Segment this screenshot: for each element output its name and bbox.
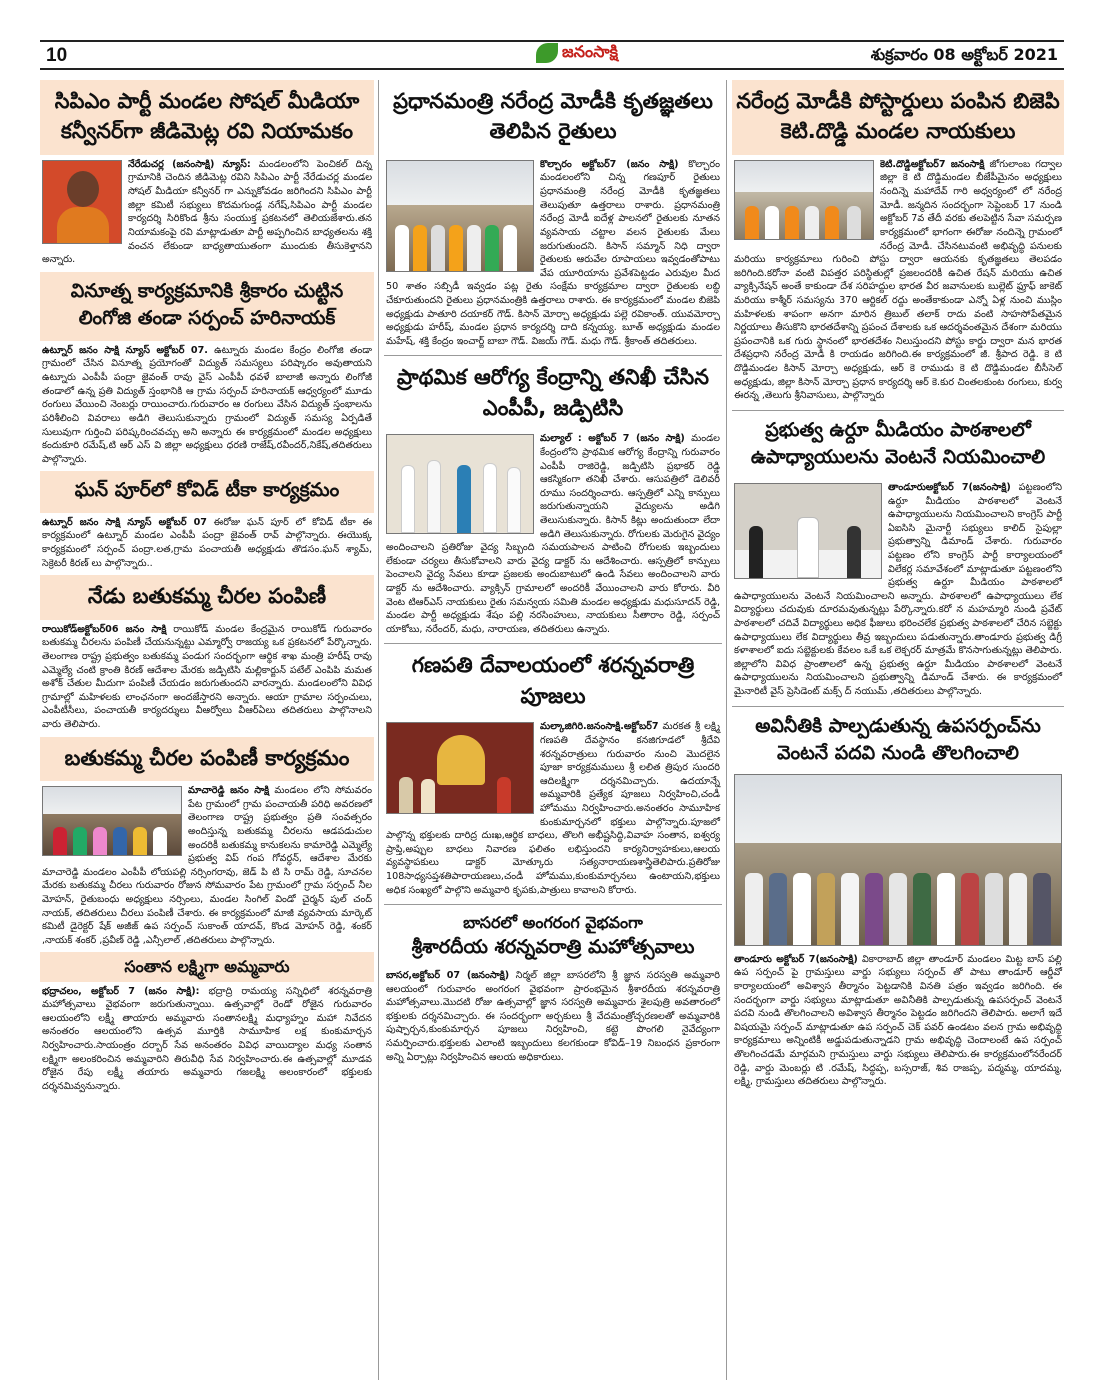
masthead (40, 40, 1064, 70)
dateline: భద్రాచలం, అక్టోబర్ 7 (జనం సాక్షి): (42, 985, 200, 997)
headline: బతుకమ్మ చీరల పంపిణీ కార్యక్రమం (64, 745, 350, 770)
column-2 (384, 80, 722, 1067)
headline: నరేంద్ర మోడీకి పోస్టార్డులు పంపిన బిజెపి కెటి.దొడ్డి మండల నాయకులు (736, 89, 1060, 144)
headline: ప్రధానమంత్రి నరేంద్ర మోడీకి కృతజ్ఞతలు తెలిపిన రైతులు (393, 89, 713, 144)
article-body: కొల్చారం మండలంలోని చిన్న గణపూర్ రైతులు ప్రధానమంత్రి నరేంద్ర మోడీకి కృతజ్ఞతలు తెలుపుతూ ఉత్తరాలు రాశారు. ప్రధానమంత్రి నరేంద్ర మోడీ ఐదేళ్ల పాలనలో రైతులకు నూతన వ్యవసాయ చట్టాల వలన రైతులకు మేలు జరుగుతుందని. కిసాన్ సమ్మాన్ నిధి ద్వారా రైతులకు ఆరువేల రూపాయలు ఇవ్వడంతోపాటు వేప యూరియాను ప్రవేశపెట్టడం ఎరువుల మీద 50 శాతం సబ్సిడీ ఇవ్వడం పట్ల రైతు సంక్షేమ కార్యక్రమాల ద్వారా రైతులకు లబ్ధి చేకూరుతుందని రైతులు ప్రధానమంత్రికి ఉత్తరాలు రాశారు. ఈ కార్యక్రమంలో మండల బిజెపి అధ్యక్షుడు పాతూరి దయాకర్ గౌడ్. కిసాన్ మోర్చా అధ్యక్షుడు పల్లె రవికాంత్. యువమోర్చా అధ్యక్షుడు హరీష్, మండల ప్రధాన కార్యదర్శి దాది కన్నయ్య. బూత్ అధ్యక్షుడు మండల మహేష్, శక్తి కేంద్రం ఇంచార్జ్ బాబా గౌడ్. విజయ్ గౌడ్. మధు గౌడ్. శ్రీకాంత్ తదితరులు. (386, 158, 720, 347)
headline: బాసరలో అంగరంగ వైభవంగా (463, 913, 643, 933)
article-body: ఈరోజు ఘన్ పూర్ లో కోవిడ్ టీకా ఈ కార్యక్రమంలో ఉట్నూర్ మండల ఎంపీపీ పంద్రా జైవంత్ రావ్ పాల్గొన్నారు. ఈయొక్క కార్యక్రమంలో సర్పంచ్ పంద్రా.లత,గ్రామ పంచాయతీ అధ్యక్షుడు తొడసం.ఘన్ శ్యామ్, సెక్రెటరీ కిరణ్ లు పాల్గొన్నారు.. (42, 516, 372, 569)
article-body: మండల కేంద్రంలోని ప్రాథమిక ఆరోగ్య కేంద్రాన్ని గురువారం ఎంపీపీ రాజిరెడ్డి, జడ్పిటిసి ప్రభాకర్ రెడ్డి ఆకస్మికంగా తనిఖీ చేశారు. ఆసుపత్రిలో డెలివరీ రూము సందర్శించారు. ఆస్పత్రిలో ఎన్ని కాన్పులు జరుగుతున్నాయని వైద్యులను అడిగి తెలుసుకున్నారు. కిసాన్ కిట్లు అందుతుందా లేదా అడిగి తెలుసుకున్నారు. రోగులకు మెరుగైన వైద్యం అందించాలని ప్రతిరోజు వైద్య సిబ్బంది సమయపాలన పాటించి రోగులకు ఇబ్బందులు లేకుండా చర్యలు తీసుకోవాలని వారు వైద్య డాక్టర్ ను ఆదేశించారు. ఆస్పత్రిలో కాన్పులు పెంచాలని వైద్య సేవలు కూడా ప్రజలకు అందుబాటులో ఉండి సేవలు అందించాలని వారు డాక్టర్ ను ఆదేశించారు. వ్యాక్సిన్ గ్రామాలలో అందరికీ వేయించాలని వారు కోరారు. వీరి వెంట టిఆర్ఎస్ నాయకులు రైతు సమన్వయ సమితి మండల అధ్యక్షుడు మధుసూదన్ రెడ్డి, మండల పార్టీ అధ్యక్షుడు శేషం పల్లి నరసింహులు, నాయకులు సీతారాం రెడ్డి, సర్పంచ్ యాకోబు, నరేందర్, మధు, నారాయణ, తదితరులు ఉన్నారు. (386, 433, 720, 635)
article-body: పట్టణంలోని ఉర్దూ మీడియం పాఠశాలలో వెంటనే ఉపాధ్యాయులను నియమించాలని కాంగ్రెస్ పార్టీ ఏఐసిసి మైనార్టీ సభ్యులు కాలిద్ సైపుల్లా ప్రభుత్వాన్ని డిమాండ్ చేశారు. గురువారం పట్టణం లోని కాంగ్రెస్ పార్టీ కార్యాలయంలో విలేకర్ల సమావేశంలో మాట్లాడుతూ పట్టణంలోని ప్రభుత్వ ఉర్దూ మీడియం పాఠశాలలో ఉపాధ్యాయులను వెంటనే నియమించాలని అన్నారు. పాఠశాలలో ఉపాధ్యాయులు లేక విద్యార్థులు చదువుకు దూరమవుతున్నట్లు పేర్కొన్నారు.కరో న మహమ్మారి నుండి ప్రవేట్ పాఠశాలలో చదివే విద్యార్థులు అధిక ఫీజులు భరించలేక ప్రభుత్వ పాఠశాలలో చేరిన సబ్జెక్టు ఉపాధ్యాయులు లేక విద్యార్థులు తీవ్ర ఇబ్బందులు పడుతున్నారు.తాండూరు ప్రభుత్వ డిగ్రీ కళాశాలలో ఐదు సబ్జెక్టులకు కేవలం ఒకే ఒక లెక్చరర్ మాత్రమే కొనసాగుతున్నట్లు తెలిపారు. జిల్లాలోని వివిధ ప్రాంతాలలో ఉన్న ప్రభుత్వ ఉర్దూ మీడియం పాఠశాలలో వెంటనే ఉపాధ్యాయులను నియమించాలని ప్రభుత్వాన్ని డిమాండ్ చేశారు. ఈ కార్యక్రమంలో మైనారిటీ వైస్ ప్రెసిడెంట్ మక్స్ ద్ నయుమ్ ,తదితరులు పాల్గొన్నారు. (734, 481, 1062, 698)
headline: నేడు బతుకమ్మ చీరల పంపిణీ (87, 584, 327, 609)
logo-text: జనంసాక్షి (562, 41, 618, 61)
article-body: నిర్మల్ జిల్లా బాసరలోని శ్రీ జ్ఞాన సరస్వతి అమ్మవారి ఆలయంలో గురువారం అంగరంగ వైభవంగా ప్రారంభమైన శ్రీశారదీయ శరన్నవరాత్రి మహోత్సవాలు.మొదటి రోజు ఉత్సవాల్లో జ్ఞాన సరస్వతి అమ్మవారు శైలపుత్రి అవతారంలో భక్తులకు దర్శనమిచ్చారు. ఈ సందర్భంగా అర్చకులు శ్రీ వేదమంత్రోచ్చరణలతో అమ్మవారికి పుష్పార్చన,కుంకుమార్చన పూజలు నిర్వహించి, కట్టె పొంగలి నైవేద్యంగా సమర్పించారు.భక్తులకు ఎలాంటి ఇబ్బందులు కలగకుండా కోవిడ్–19 నిబంధన ప్రకారంగా అన్ని ఏర్పాట్లు నిర్వహించిన ఆలయ అధికారులు. (386, 969, 720, 1063)
dateline: నేరేడుచర్ల (జనంసాక్షి) న్యూస్: (128, 158, 251, 170)
headline: గణపతి దేవాలయంలో శరన్నవరాత్రి పూజలు (411, 653, 695, 708)
headline: వినూత్న కార్యక్రమానికి శ్రీకారం చుట్టిన లింగోజి తండా సర్పంచ్ హరినాయక్ (70, 279, 344, 330)
column-1 (40, 80, 374, 1096)
news-photo (734, 483, 882, 579)
dateline: కొల్చారం అక్టోబర్7 (జనం సాక్షి) (540, 158, 679, 170)
headline-secondary: శ్రీశారదీయ శరన్నవరాత్రి మహోత్సవాలు (411, 936, 695, 959)
article-body: మండలంలోని పెంచికల్ దిన్న గ్రామానికి చెందిన జీడిమెట్ల రవిని సిపిఎం పార్టీ నేరేడుచర్ల మండల సోషల్ మీడియా కన్వీనర్ గా ఎన్నుకోవడం జరిగిందని సిపిఎం పార్టీ జిల్లా కమిటీ సభ్యులు కొదమగుండ్ల నగేష్,సిపిఎం పార్టీ మండల కార్యదర్శి సిరికొండ శ్రీను సంయుక్త ప్రకటనలో తెలియజేశారు.తన నియామకంపై రవి మాట్లాడుతూ పార్టీ అప్పగించిన బాధ్యతలను శక్తి వంచన లేకుండా బాధ్యతాయుతంగా ముందుకు తీసుకెళ్తానని అన్నారు. (42, 158, 372, 266)
portrait-photo (42, 160, 122, 244)
headline: సిపిఎం పార్టీ మండల సోషల్ మీడియా కన్వీనర్‌గా జీడిమెట్ల రవి నియామకం (54, 89, 360, 144)
article-basara-navaratri (384, 909, 722, 1067)
dateline: బాసర,అక్టోబర్ 07 (జనంసాక్షి) (386, 969, 510, 981)
article-ganapathi-temple (384, 648, 722, 900)
news-photo (386, 722, 534, 814)
article-phc-inspection (384, 360, 722, 639)
headline: ప్రాథమిక ఆరోగ్య కేంద్రాన్ని తనిఖీ చేసిన ఎంపీపీ, జడ్పిటిసి (397, 365, 709, 420)
dateline: కెటి.దొడ్డిఅక్టోబర్7 జనంసాక్షి (880, 158, 985, 170)
article-lingoji-thanda (40, 272, 374, 470)
page-number: 10 (46, 45, 68, 66)
article-cpm-social-media (40, 80, 374, 270)
article-santhana-lakshmi (40, 952, 374, 1096)
dateline: ఉట్నూర్ జనం సాక్షి న్యూస్ అక్టోబర్ 07. (42, 344, 208, 356)
dateline: మల్కాజిగిరి.జనంసాక్షి.అక్టోబర్7 (540, 721, 659, 733)
article-bathukamma-raikode (40, 575, 374, 734)
newspaper-logo (502, 36, 652, 70)
column-divider (726, 80, 727, 1380)
leaf-icon (536, 43, 558, 63)
article-bjp-postcards (732, 80, 1064, 406)
article-covid-vaccine (40, 471, 374, 573)
dateline: తాండూరుఅక్టోబర్ 7(జనంసాక్షి) (888, 481, 1011, 493)
news-photo (386, 160, 534, 272)
article-body: రాయికోడ్ మండల కేంద్రమైన రాయికోడ్ గురువారం బతుకమ్మ చీరలను పంపిణీ చేయనున్నట్టు ఎమ్మార్వో రాజయ్య ఒక ప్రకటనలో పేర్కొన్నారు. తెలంగాణ రాష్ట్ర ప్రభుత్వం బతుకమ్మ పండుగ సందర్భంగా ఆర్థిక శాఖ మంత్రి హరీష్ రావు ఎమ్మెల్యే చంటి క్రాంతి కిరణ్ ఆదేశాల మేరకు జడ్పిటిసి మల్లికార్జున్ పటేల్ ఎంపిపి మమత అశోక్ చేతుల మీదుగా పంపిణీ చేయడం జరుగుతుందని వారన్నారు. మండలంలోని వివిధ గ్రామాల్లో మహిళలకు లాంఛనంగా అందజేస్తారని అన్నారు. ఆయా గ్రామాల సర్పంచులు, ఎంపీటీసీలు, పంచాయతీ కార్యదర్శులు వీఆర్వోలు వీఆర్ఏలు తదితరులు పాల్గొనాలని వారు తెలిపారు. (42, 623, 372, 731)
article-bathukamma-machareddy (40, 737, 374, 951)
article-body: మండలం లోని సోమవరం పేట గ్రామంలో గ్రామ పంచాయతీ పరిధి అవరణలో తెలంగాణ రాష్ట్ర ప్రభుత్వం ప్రతి సంవత్సరం అందిస్తున్న బతుకమ్మ చీరలను ఆడపడుచుల అందరికీ బతుకమ్మ కానుకలను కామారెడ్డి ఎమ్మెల్యే ప్రభుత్వ విప్ గంప గోవర్ధన్, ఆదేశాల మేరకు మాచారెడ్డి మండలం ఎంపీపీ లోయపల్లి నర్సింగరావు, జెడ్ పి టి సి రామ్ రెడ్డి, సూచనల మేరకు బతుకమ్మ చీరలు గురువారం రోజున సోమవారం పేట గ్రామంలో గ్రామ సర్పంచ్ నీల మోహన్, రైతుబంధు అధ్యక్షులు నర్సింలు, మండల సింగిల్ విండో చైర్మన్ పుల్ చంద్ నాయక్, తదితరులు చీరలు పంపిణీ చేశారు. ఈ కార్యక్రమంలో మాజీ వ్యవసాయ మార్కెట్ కమిటీ డైరెక్టర్ షేక్ అజీజ్ ఉప సర్పంచ్ సుకాంత్ యాదవ్, కొండ మోహన్ రెడ్డి, శంకర్ ,నాయక్ శంకర్ ,ప్రవీణ్ రెడ్డి ,ఎన్సీలాల్ ,తదితరులు పాల్గొన్నారు. (42, 785, 372, 946)
headline: అవినీతికి పాల్పడుతున్న ఉపసర్పంచ్‌ను వెంటనే పదవి నుండి తొలగించాలి (755, 714, 1041, 765)
dateline: ఉట్నూర్ జనం సాక్షి న్యూస్ అక్టోబర్ 07 (42, 516, 207, 528)
news-photo (42, 786, 182, 856)
news-photo (386, 434, 534, 534)
dateline: మల్యాల్ : అక్టోబర్ 7 (జనం సాక్షి) (540, 433, 685, 445)
column-3 (732, 80, 1064, 1092)
news-photo (734, 160, 874, 240)
article-body: మరకత శ్రీ లక్ష్మి గణపతి దేవస్థానం కనజిగూడలో శ్రీదేవి శరన్నవరాత్రులు గురువారం నుంచి మొదలైన పూజా కార్యక్రమములు శ్రీ లలిత త్రిపుర సుందరి ఆదిలక్ష్మిగా దర్శనమిచ్చారు. ఉదయాన్నే అమ్మవారికి ప్రత్యేక పూజలు నిర్వహించి,చండీ హోమము నిర్వహించారు.అనంతరం సామూహిక కుంకుమార్చనలో భక్తులు పాల్గొన్నారు.పూజలో పాల్గొన్న భక్తులకు దారిద్ర దుఃఖ,ఆర్థిక బాధలు, తొలగి అభీష్టసిద్ధి,వివాహ సంతాన, ఐశ్వర్య ప్రాప్తి,అప్పుల బాధలు నివారణ ఫలితం లభిస్తుందని కార్యనిర్వాహకులు,ఆలయ వ్యవస్థాపకులు డాక్టర్ మోత్కూరు సత్యనారాయణశాస్త్రితెలిపారు.ప్రతిరోజు 108సాధ్యసప్తశతిపారాయణలు,చండీ హోమము,కుంకుమార్చనలు ఉంటాయని,భక్తులు అధిక సంఖ్యలో పాల్గొని అమ్మవారి కృపకు,పాత్రులు కావాలని కోరారు. (386, 721, 720, 896)
headline: ప్రభుత్వ ఉర్దూ మీడియం పాఠశాలలో ఉపాధ్యాయులను వెంటనే నియమించాలి (750, 418, 1046, 469)
dateline: తాండూరు అక్టోబర్ 7(జనంసాక్షి) (734, 953, 858, 965)
article-urdu-medium-teachers (732, 415, 1064, 702)
news-photo (734, 774, 1062, 946)
headline: సంతాన లక్ష్మిగా అమ్మవారు (124, 957, 290, 977)
article-farmers-thank-modi (384, 80, 722, 351)
article-deputy-sarpanch (732, 711, 1064, 1092)
headline: ఘన్ పూర్‌లో కోవిడ్ టీకా కార్యక్రమం (74, 479, 340, 502)
article-body: భద్రాద్రి రామయ్య సన్నిధిలో శరన్నవరాత్రి మహోత్సవాలు వైభవంగా జరుగుతున్నాయి. ఉత్సవాల్లో రెండో రోజైన గురువారం ఆలయంలోని లక్ష్మీ తాయారు అమ్మవారు సంతానలక్ష్మి మధ్యాహ్నం మహా నివేదన అనంతరం ఆలయంలోని ఉత్సవ మూర్తికి సామూహిక లక్ష కుంకుమార్చన నిర్వహించారు.సాయంత్రం దర్బార్ సేవ అనంతరం వివిధ వాయిద్యాల మధ్య సంతాన లక్ష్మిగా అలంకరించిన అమ్మవారిని తిరువీధి సేవ నిర్వహించారు.ఈ ఉత్సవాల్లో మూడవ రోజైన రేపు లక్ష్మీ తయారు అమ్మవారు గజలక్ష్మి అలంకారంలో భక్తులకు దర్శనమివ్వనున్నారు. (42, 985, 372, 1092)
article-body: జోగులాంబ గద్వాల జిల్లా కె టి దొడ్డిమండల బీజేపీమైనం అధ్యక్షులు నందిన్నె మహాదేవ్ గారి అధ్వర్యంలో లో నరేంద్ర మోడీ. జన్మదిన సందర్భంగా సెప్టెంబర్ 17 నుండి అక్టోబర్ 7వ తేదీ వరకు తలపెట్టిన సేవా సమర్పణ కార్యక్రమంలో భాగంగా ఈరోజు నందిన్నె గ్రామంలో నరేంద్ర మోడీ. చేసినటువంటి అభివృద్ధి పనులకు మరియు కార్యక్రమాలు గురించి పోస్టు ద్వారా ఆయనకు కృతజ్ఞతలు తెలపడం జరిగింది.కరోనా వంటి విపత్తర పరిస్థితుల్లో ప్రజలందరికీ ఉచిత రేషన్ మరియు ఉచిత వ్యాక్సినేషన్ అంతే కాకుండా దేశ సరిహద్దుల భారత వీర జవానులకు బుల్లెట్ ఫ్రూఫ్ జాకెట్ మరియు కాశ్మీర్ సమస్యను 370 ఆర్టికల్ రద్దు అంతేకాకుండా ఎన్నో ఏళ్ల నుంచి ముస్లిం మహిళలకు శాపంగా అనగా మారిన త్రిబుల్ తలాక్ రాదు వంటి సాహసోపేతమైన నిర్ణయాలు తీసుకొని భారతదేశాన్ని ప్రపంచ దేశాలకు ఒక ఆదర్శవంతమైన దేశంగా మరియు ప్రపంచానికి ఒక గురు స్థానంలో భారతదేశం నిలుస్తుందని పోస్టు కార్డు ద్వారా మన భారత దేశప్రధాని నరేంద్ర మోడీ కి రాయడం జరిగింది.ఈ కార్యక్రమంలో జీ. శ్రీపాద రెడ్డి. కె టి దొడ్డిమండల కిసాన్ మోర్చా అధ్యక్షుడు, ఆర్ కె రాముడు కె టి దొడ్డిమండల బీసీసెల్ అధ్యక్షుడు, జిల్లా కిసాన్ మోర్చా ప్రధాన కార్యదర్శి ఆర్ కె.కుర చింతలకుంట రంగులు, కుర్వ ఈరన్న ,తెలుగు శ్రీనివాసులు, పాల్గొన్నారు (734, 158, 1062, 402)
issue-date: శుక్రవారం 08 అక్టోబర్ 2021 (870, 45, 1058, 64)
article-body: వికారాబాద్ జిల్లా తాండూర్ మండలం మిట్ట బాస్ పల్లి ఉప సర్పంచ్ పై గ్రామస్తులు వార్డు సభ్యులు సర్పంచ్ తో పాటు తాండూర్ ఆర్డీవో కార్యాలయంలో అవిశ్వాస తీర్మానం పెట్టడానికి వినతి పత్రం ఇవ్వడం జరిగింది. ఈ సందర్భంగా వార్డు సభ్యులు మాట్లాడుతూ అవినీతికి పాల్పడుతున్న ఉపసర్పంచ్ వెంటనే పదవి నుండి తొలగించాలని అవిశ్వాస తీర్మానం పెట్టడం జరిగిందని తెలిపారు. అలాగే ఇదే విషయమై సర్పంచ్ మాట్లాడుతూ ఉప సర్పంచ్ చెక్ పవర్ ఉండటం వలన గ్రామ అభివృద్ధి కార్యక్రమాలు అన్నింటికీ అడ్డుపడుతున్నాడని గ్రామ అభివృద్ధి చెందాలంటే ఉప సర్పంచ్ తొలగించడమే మార్గమని గ్రామస్తులు వార్డు సభ్యులు తెలిపారు.ఈ కార్యక్రమంలోనరేందర్ రెడ్డి, వార్డు మెంబర్లు టి .రమేష్, సిద్ధప్ప, బస్సరాజ్, శివ రాజప్ప, పద్మమ్మ, యాదమ్మ, లక్ష్మి, గ్రామస్తులు తదితరులు పాల్గొన్నారు. (734, 953, 1062, 1088)
dateline: మాచారెడ్డి జనం సాక్షి (188, 785, 270, 797)
column-divider (378, 80, 379, 1380)
dateline: రాయికోడ్అక్టోబర్06 జనం సాక్షి (42, 623, 167, 635)
article-body: ఉట్నూరు మండల కేంద్రం లింగోజి తండా గ్రామంలో చేసిన వినూత్న ప్రయోగంతో విద్యుత్ సమస్యలు పరిష్కారం అవుతాయని ఉట్నూరు ఎంపీపీ పంద్రా జైవంత్ రావు వైస్ ఎంపీపీ ధవళే బాలాజీ అన్నారు లింగోజీ తండాలో ఉన్న ప్రతి విద్యుత్ స్తంభానికి ఆ గ్రామ సర్పంచ్ హరినాయక్ ఆధ్వర్యంలో మూడు రంగులు వేయించి నెంబర్లు రాయించారు.గురువారం ఆ రంగులు వేసిన విద్యుత్ స్తంభాలను పరిశీలించి వివరాలు అడిగి తెలుసుకున్నారు గ్రామంలో విద్యుత్ సమస్య ఏర్పడితే సులువుగా గుర్తించి పరిష్కరించవచ్చు అని అన్నారు ఈ కార్యక్రమంలో మండల అధ్యక్షులు కందుకూరి రమేష్,టి ఆర్ ఎస్ వి జిల్లా అధ్యక్షులు ధరణి రాజేష్,రవీందర్,నికేష్,తదితరులు పాల్గొన్నారు. (42, 344, 372, 465)
